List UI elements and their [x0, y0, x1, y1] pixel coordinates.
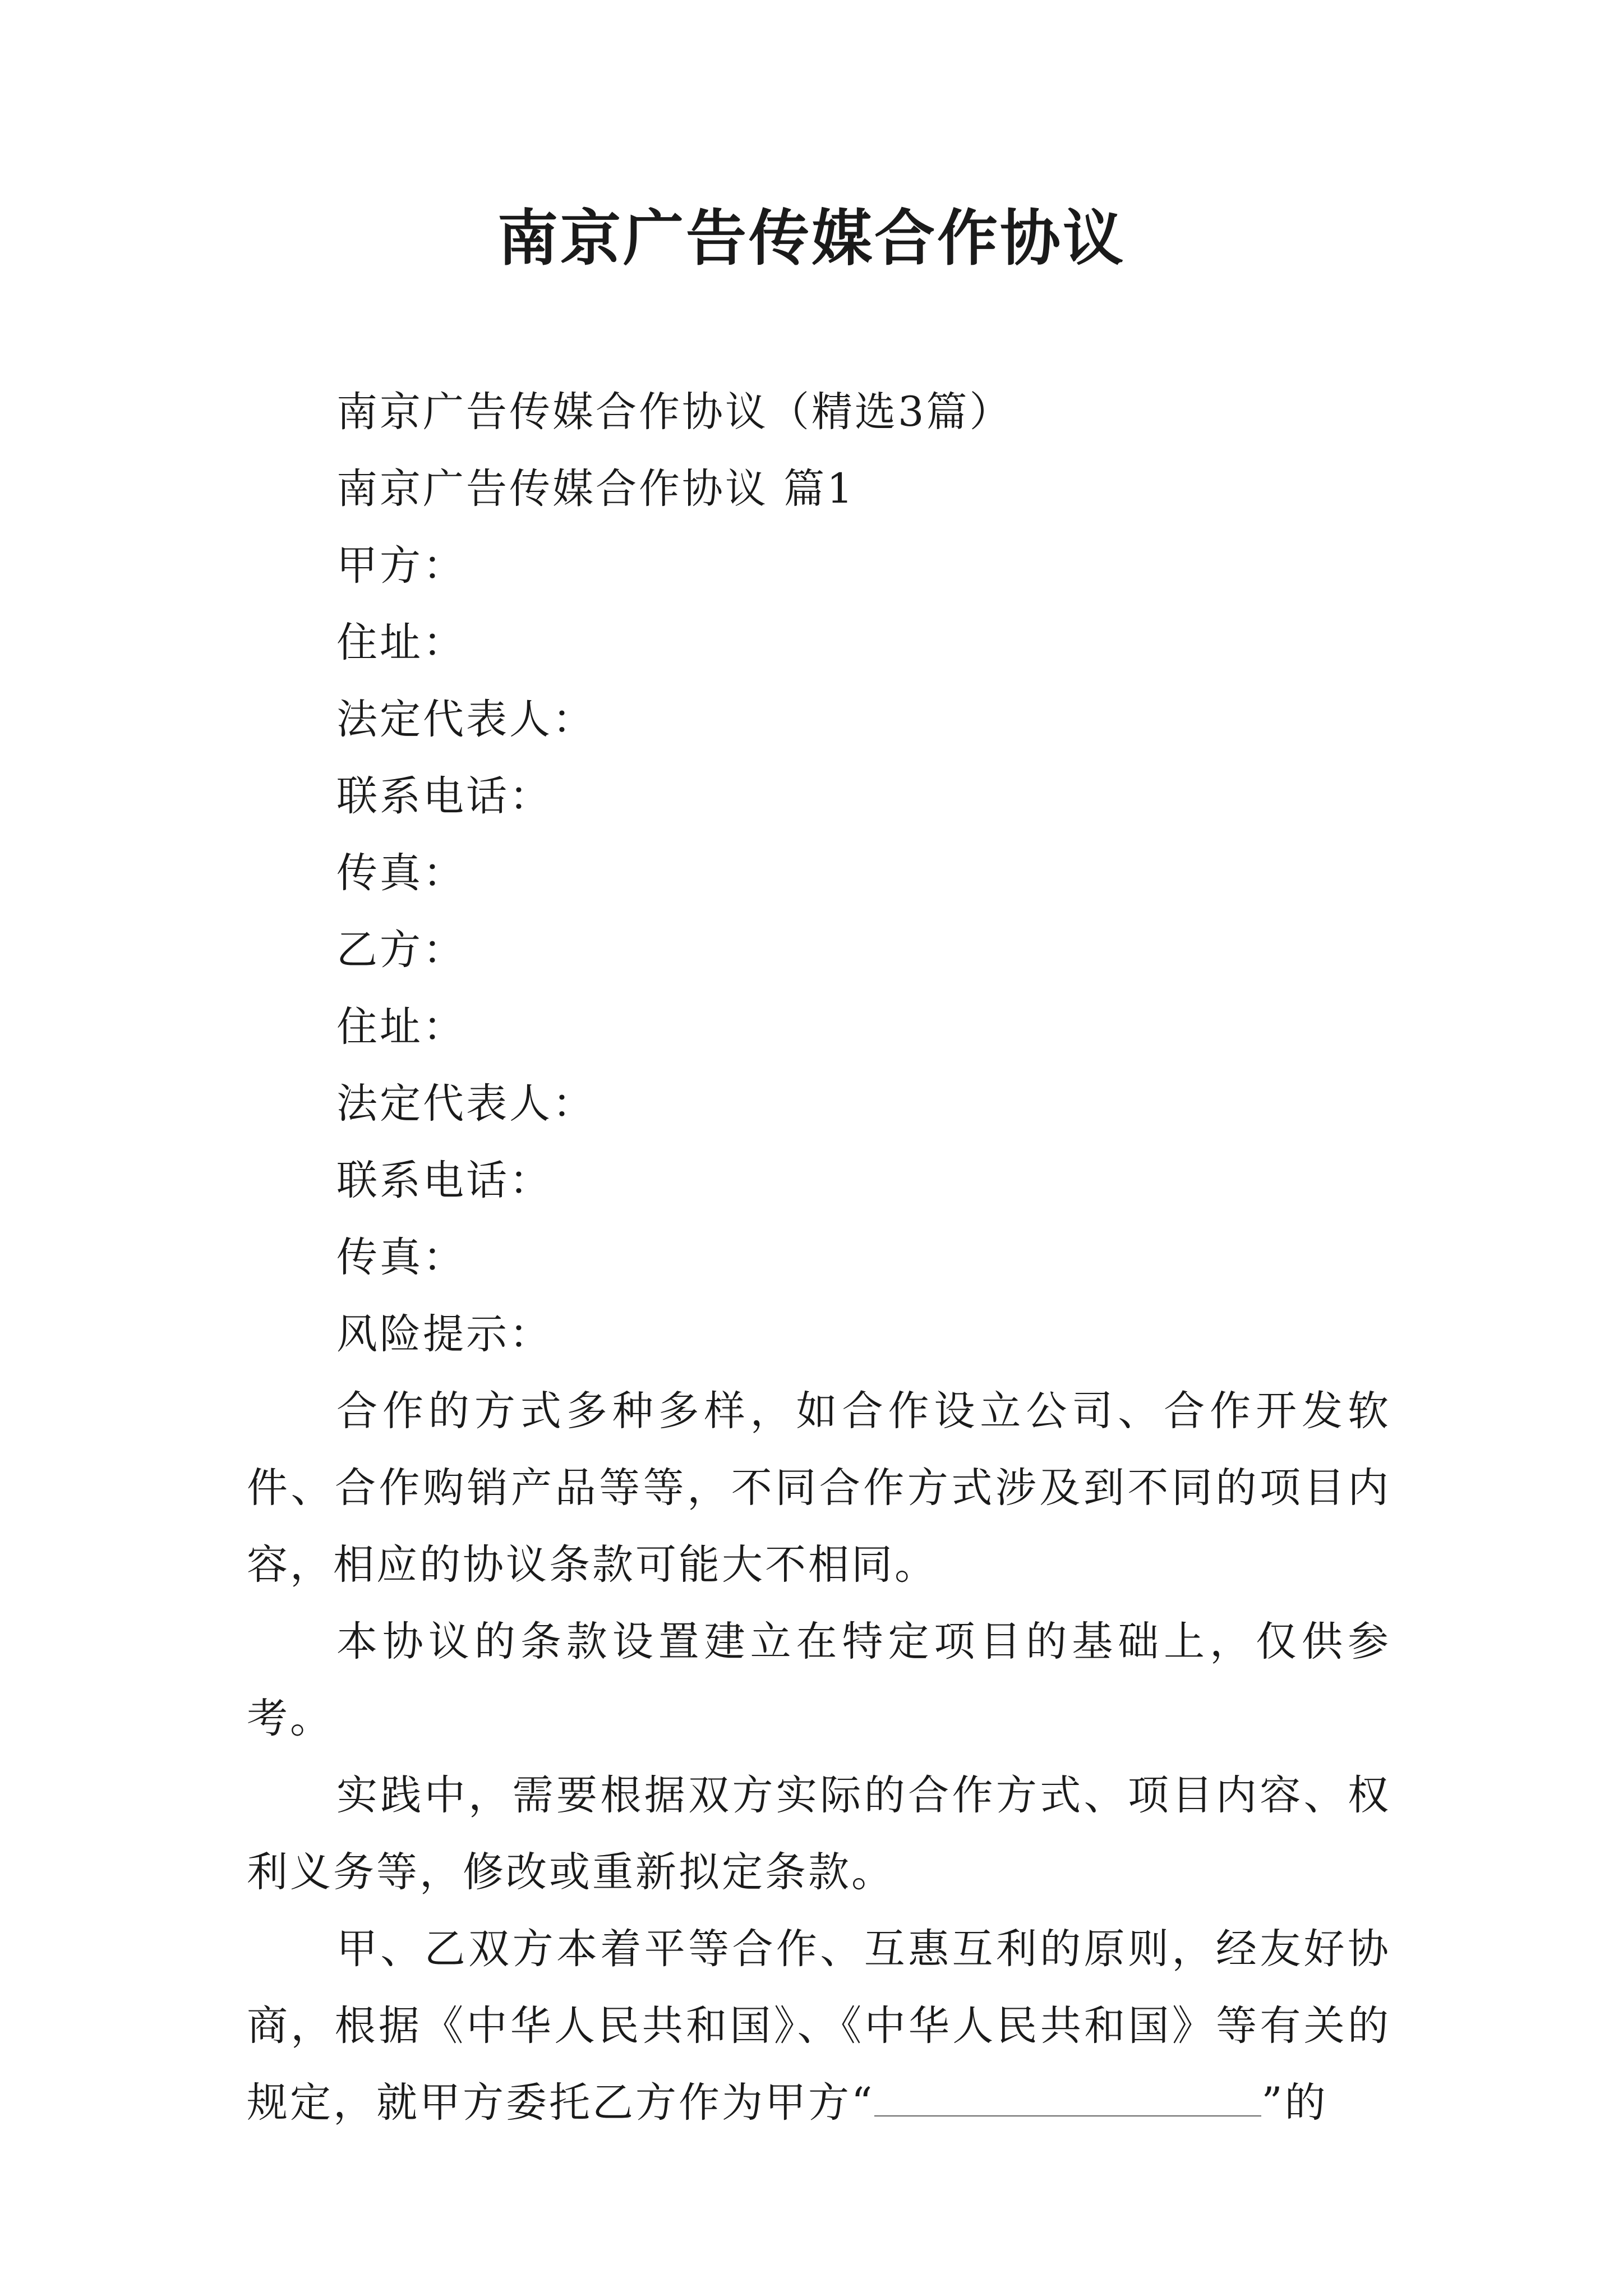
subtitle-line: 南京广告传媒合作协议（精选3篇） — [336, 388, 1013, 436]
paragraph-text-after-blank: ”的 — [1261, 2079, 1328, 2127]
party-b-address-label: 住址： — [336, 1003, 466, 1051]
party-a-representative-label: 法定代表人： — [336, 696, 596, 743]
section-heading: 南京广告传媒合作协议 篇1 — [336, 465, 855, 513]
fill-in-blank — [874, 2082, 1261, 2116]
party-b-fax-label: 传真： — [336, 1234, 466, 1281]
paragraph-reference-only: 本协议的条款设置建立在特定项目的基础上，仅供参考。 — [247, 1618, 1391, 1742]
party-a-address-label: 住址： — [336, 619, 466, 666]
party-a-fax-label: 传真： — [336, 849, 466, 897]
document-body — [247, 374, 1391, 2141]
party-a-phone-label: 联系电话： — [336, 772, 552, 820]
party-b-phone-label: 联系电话： — [336, 1157, 552, 1204]
paragraph-text-before-blank: 甲、乙双方本着平等合作、互惠互利的原则，经友好协商，根据《中华人民共和国》、《中华人民共和国》等有关的规定，就甲方委托乙方作为甲方“ — [247, 1925, 1391, 2127]
paragraph-modify-terms: 实践中，需要根据双方实际的合作方式、项目内容、权利义务等，修改或重新拟定条款。 — [247, 1772, 1391, 1896]
paragraph-cooperation-methods: 合作的方式多种多样，如合作设立公司、合作开发软件、合作购销产品等等，不同合作方式涉及到不同的项目内容，相应的协议条款可能大不相同。 — [247, 1387, 1391, 1589]
party-a-label: 甲方： — [336, 542, 466, 590]
document-title: 南京广告传媒合作协议 — [497, 203, 1126, 274]
risk-notice-label: 风险提示： — [336, 1310, 552, 1358]
party-b-label: 乙方： — [336, 926, 466, 974]
party-b-representative-label: 法定代表人： — [336, 1080, 596, 1128]
paragraph-agreement-basis — [247, 1911, 1391, 2141]
